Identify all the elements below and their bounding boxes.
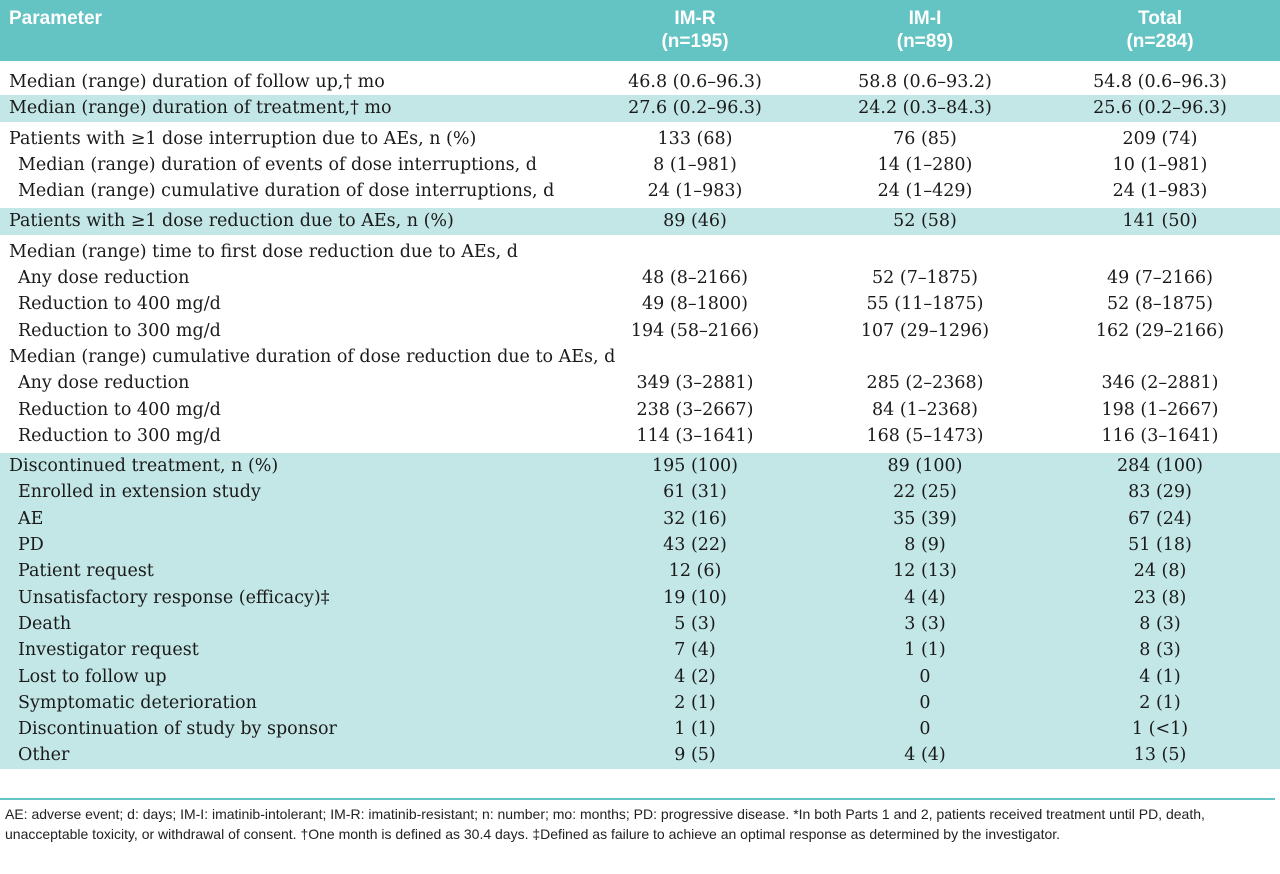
cell-im-r: 2 (1) [580, 690, 810, 716]
row-label: Lost to follow up [0, 664, 580, 690]
cell-total: 141 (50) [1040, 208, 1280, 234]
cell-total: 49 (7–2166) [1107, 268, 1213, 289]
cell-im-r: 349 (3–2881) [636, 373, 754, 394]
table-row [0, 558, 1280, 584]
cell-im-i: 285 (2–2368) [866, 373, 984, 394]
table-row [0, 265, 1280, 291]
table-row [0, 506, 1280, 532]
cell-im-i: 3 (3) [810, 611, 1040, 637]
table-row [0, 95, 1280, 121]
table-row [0, 126, 1280, 152]
header-im-i-label: IM-I [908, 8, 942, 29]
table-footnote: AE: adverse event; d: days; IM-I: imatinib-intolerant; IM-R: imatinib-resistant; n: number; mo: months; PD: progressive disease. *In both Parts 1 and 2, patients received treatment until PD, death, unacceptable toxicity, or withdrawal of consent. †One month is defined as 30.4 days. ‡Defined as failure to achieve an optimal response as determined by the investigator. [0, 798, 1275, 844]
row-label: Reduction to 400 mg/d [18, 399, 221, 420]
cell-total: 51 (18) [1040, 532, 1280, 558]
cell-im-i: 1 (1) [810, 637, 1040, 663]
cell-total: 67 (24) [1040, 506, 1280, 532]
table-row [0, 479, 1280, 505]
header-im-i [810, 0, 1040, 61]
cell-total [1040, 344, 1280, 370]
cell-im-r: 8 (1–981) [653, 154, 737, 175]
table-row [0, 532, 1280, 558]
cell-im-i: 4 (4) [810, 742, 1040, 768]
row-label: Death [0, 611, 580, 637]
table-row [0, 370, 1280, 396]
table-row [0, 69, 1280, 95]
cell-im-r: 4 (2) [580, 664, 810, 690]
table-row [0, 611, 1280, 637]
row-label: Any dose reduction [18, 373, 190, 394]
table-row [0, 318, 1280, 344]
cell-total: 8 (3) [1040, 637, 1280, 663]
cell-im-r: 194 (58–2166) [630, 320, 760, 341]
cell-im-i: 168 (5–1473) [866, 425, 984, 446]
cell-total: 162 (29–2166) [1095, 320, 1225, 341]
cell-im-i: 52 (58) [810, 208, 1040, 234]
cell-im-i: 22 (25) [810, 479, 1040, 505]
cell-im-i: 76 (85) [893, 128, 957, 149]
table-row [0, 239, 1280, 265]
cell-im-i: 4 (4) [810, 585, 1040, 611]
table-row [0, 397, 1280, 423]
cell-total: 24 (1–983) [1112, 181, 1208, 202]
cell-im-r: 61 (31) [580, 479, 810, 505]
row-label: Discontinued treatment, n (%) [0, 453, 580, 479]
table-row [0, 664, 1280, 690]
cell-im-i: 52 (7–1875) [872, 268, 978, 289]
table-row [0, 152, 1280, 178]
row-label: PD [0, 532, 580, 558]
table-header-row [0, 0, 1280, 61]
header-im-r-n: (n=195) [661, 31, 729, 52]
cell-total: 83 (29) [1040, 479, 1280, 505]
table-row [0, 178, 1280, 204]
cell-im-r: 48 (8–2166) [642, 268, 748, 289]
cell-im-i: 84 (1–2368) [872, 399, 978, 420]
header-total-label: Total [1138, 8, 1182, 29]
row-label: Symptomatic deterioration [0, 690, 580, 716]
row-label: Any dose reduction [18, 268, 190, 289]
header-im-r [580, 0, 810, 61]
cell-im-i: 55 (11–1875) [866, 294, 984, 315]
row-label: Patients with ≥1 dose reduction due to AEs, n (%) [0, 208, 580, 234]
cell-im-i: 89 (100) [810, 453, 1040, 479]
table-row [0, 344, 1280, 370]
header-total-n: (n=284) [1126, 31, 1194, 52]
cell-total: 52 (8–1875) [1107, 294, 1213, 315]
row-label: Reduction to 300 mg/d [18, 320, 221, 341]
row-label: Median (range) cumulative duration of dose interruptions, d [18, 181, 555, 202]
row-label: Median (range) duration of events of dose interruptions, d [18, 154, 537, 175]
row-label: Median (range) time to first dose reduction due to AEs, d [9, 241, 518, 262]
cell-im-i: 24 (1–429) [877, 181, 973, 202]
cell-total [1040, 239, 1280, 265]
cell-im-r: 49 (8–1800) [642, 294, 748, 315]
header-im-r-label: IM-R [674, 8, 716, 29]
cell-im-i: 0 [810, 690, 1040, 716]
table-row [0, 291, 1280, 317]
cell-im-r: 24 (1–983) [647, 181, 743, 202]
cell-im-r: 43 (22) [580, 532, 810, 558]
table-row [0, 742, 1280, 768]
row-label: Patients with ≥1 dose interruption due to AEs, n (%) [9, 128, 477, 149]
cell-im-r: 5 (3) [580, 611, 810, 637]
cell-total: 25.6 (0.2–96.3) [1040, 95, 1280, 121]
cell-total: 198 (1–2667) [1101, 399, 1219, 420]
cell-im-i: 58.8 (0.6–93.2) [858, 72, 992, 92]
cell-im-r: 19 (10) [580, 585, 810, 611]
cell-im-r: 238 (3–2667) [636, 399, 754, 420]
row-label: Other [0, 742, 580, 768]
cell-total: 284 (100) [1040, 453, 1280, 479]
cell-im-i: 107 (29–1296) [860, 320, 990, 341]
row-label: Investigator request [0, 637, 580, 663]
table-row [0, 637, 1280, 663]
cell-im-i [810, 239, 1040, 265]
row-label: Patient request [0, 558, 580, 584]
cell-total: 4 (1) [1040, 664, 1280, 690]
cell-total: 2 (1) [1040, 690, 1280, 716]
cell-im-r: 46.8 (0.6–96.3) [628, 72, 762, 92]
cell-im-i: 0 [810, 716, 1040, 742]
cell-total: 54.8 (0.6–96.3) [1093, 72, 1227, 92]
cell-total: 8 (3) [1040, 611, 1280, 637]
row-label: Enrolled in extension study [0, 479, 580, 505]
cell-total: 24 (8) [1040, 558, 1280, 584]
cell-im-i: 0 [810, 664, 1040, 690]
cell-im-r: 89 (46) [580, 208, 810, 234]
cell-total: 1 (<1) [1040, 716, 1280, 742]
row-label: Reduction to 300 mg/d [18, 425, 221, 446]
cell-im-r: 133 (68) [657, 128, 733, 149]
cell-im-r: 9 (5) [580, 742, 810, 768]
cell-im-r: 195 (100) [580, 453, 810, 479]
cell-im-r [580, 239, 810, 265]
row-label: AE [0, 506, 580, 532]
row-label: Median (range) duration of treatment,† mo [0, 95, 580, 121]
cell-total: 209 (74) [1122, 128, 1198, 149]
table-row [0, 716, 1280, 742]
cell-im-r: 114 (3–1641) [636, 425, 754, 446]
cell-im-i: 12 (13) [810, 558, 1040, 584]
cell-im-r: 12 (6) [580, 558, 810, 584]
cell-im-i: 24.2 (0.3–84.3) [810, 95, 1040, 121]
row-label: Discontinuation of study by sponsor [0, 716, 580, 742]
table-row [0, 690, 1280, 716]
table-row [0, 585, 1280, 611]
row-label: Median (range) cumulative duration of dose reduction due to AEs, d [9, 346, 616, 367]
cell-im-i: 8 (9) [810, 532, 1040, 558]
table-row [0, 453, 1280, 479]
header-parameter: Parameter [0, 0, 580, 61]
row-label: Unsatisfactory response (efficacy)‡ [0, 585, 580, 611]
cell-total: 346 (2–2881) [1101, 373, 1219, 394]
cell-total: 23 (8) [1040, 585, 1280, 611]
row-label: Reduction to 400 mg/d [18, 294, 221, 315]
table-row [0, 208, 1280, 234]
cell-im-i [810, 344, 1040, 370]
cell-im-i: 14 (1–280) [877, 154, 973, 175]
cell-total: 13 (5) [1040, 742, 1280, 768]
cell-total: 10 (1–981) [1112, 154, 1208, 175]
cell-im-i: 35 (39) [810, 506, 1040, 532]
cell-im-r: 7 (4) [580, 637, 810, 663]
cell-im-r: 1 (1) [580, 716, 810, 742]
header-im-i-n: (n=89) [896, 31, 954, 52]
cell-im-r: 32 (16) [580, 506, 810, 532]
table-row [0, 423, 1280, 449]
header-total [1040, 0, 1280, 61]
row-label: Median (range) duration of follow up,† mo [9, 72, 385, 92]
cell-total: 116 (3–1641) [1101, 425, 1219, 446]
cell-im-r: 27.6 (0.2–96.3) [580, 95, 810, 121]
